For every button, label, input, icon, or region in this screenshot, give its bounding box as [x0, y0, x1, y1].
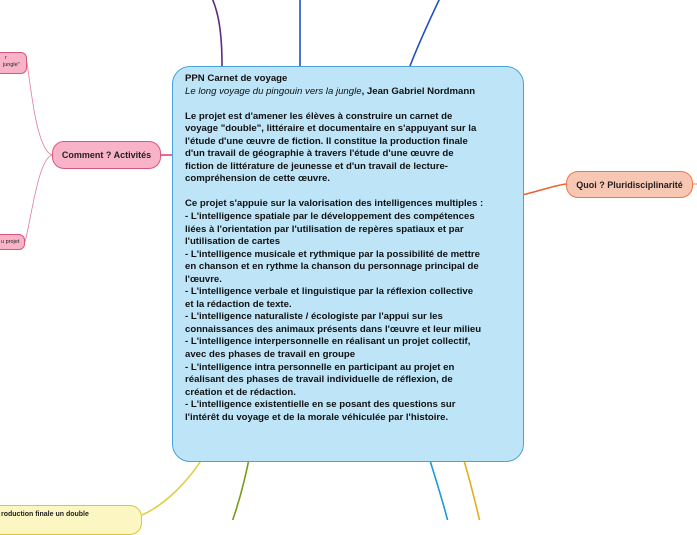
para2-line: Ce projet s'appuie sur la valorisation des intelligences multiples :	[185, 198, 484, 210]
link-pink-top	[27, 62, 52, 155]
para2-line: en chanson et en rythme la chanson du personnage principal de	[185, 261, 479, 273]
para2-line: connaissances des animaux présents dans l'œuvre et leur milieu	[185, 323, 482, 335]
para1-line: compréhension de cette œuvre.	[185, 173, 331, 185]
node-comment-activites[interactable]: Comment ? Activités	[52, 141, 161, 169]
para2-line: l'œuvre.	[185, 273, 222, 285]
para2-line: l'intérêt du voyage et de la morale véhiculée par l'histoire.	[185, 411, 449, 423]
node-pink-bottom[interactable]	[0, 234, 25, 250]
node-quoi-pluridisciplinarite[interactable]: Quoi ? Pluridisciplinarité	[566, 171, 693, 198]
para2-line: et la rédaction de texte.	[185, 298, 292, 310]
link-purple	[212, 0, 222, 66]
para2-line: - L'intelligence spatiale par le développement des compétences	[185, 211, 475, 223]
pink-top-line2: jungle"	[3, 62, 20, 68]
node-production-finale[interactable]: roduction finale un double	[0, 505, 142, 535]
node-pink-top[interactable]	[0, 52, 27, 74]
para2-line: l'utilisation de cartes	[185, 236, 281, 248]
book-author: , Jean Gabriel Nordmann	[361, 85, 476, 97]
para2-line: - L'intelligence naturaliste / écologiste par l'appui sur les	[185, 311, 443, 323]
para2-line: création et de rédaction.	[185, 386, 296, 398]
para1-line: l'étude d'une œuvre de fiction. Il constitue la production finale	[185, 135, 468, 147]
link-cyan	[428, 454, 448, 520]
para2-line: - L'intelligence existentielle en se posant des questions sur	[185, 399, 456, 411]
para2-line: - L'intelligence intra personnelle en participant au projet en	[185, 361, 455, 373]
book-title: Le long voyage du pingouin vers la jungle	[185, 85, 362, 97]
para1-line: d'un travail de géographie à travers l'étude d'une œuvre de	[185, 148, 454, 160]
para2-line: - L'intelligence interpersonnelle en réalisant un projet collectif,	[185, 336, 471, 348]
para1-line: Le projet est d'amener les élèves à construire un carnet de	[185, 110, 453, 122]
para2-line: - L'intelligence verbale et linguistique par la réflexion collective	[185, 286, 474, 298]
link-yellow	[142, 454, 205, 515]
central-title: PPN Carnet de voyage	[185, 73, 288, 84]
pink-top-line1: r	[5, 55, 7, 61]
pink-bottom-label: u projet	[1, 238, 20, 245]
link-olive	[232, 454, 250, 520]
para2-line: liées à l'orientation par l'utilisation de repères spatiaux et par	[185, 223, 464, 235]
central-book-line	[185, 86, 511, 99]
link-blue-right-top	[410, 0, 440, 66]
para1-line: fiction de littérature de jeunesse et d'un travail de lecture-	[185, 160, 448, 172]
para1-line: voyage "double", littéraire et documentaire en s'appuyant sur la	[185, 123, 477, 135]
central-topic[interactable]	[172, 66, 524, 462]
para2-line: réalisant des phases de travail individuelle de réflexion, de	[185, 374, 453, 386]
para2-line: - L'intelligence musicale et rythmique par la possibilité de mettre	[185, 248, 480, 260]
para2-line: avec des phases de travail en groupe	[185, 349, 356, 361]
link-pink-bottom	[25, 155, 52, 242]
link-gold	[462, 454, 480, 520]
